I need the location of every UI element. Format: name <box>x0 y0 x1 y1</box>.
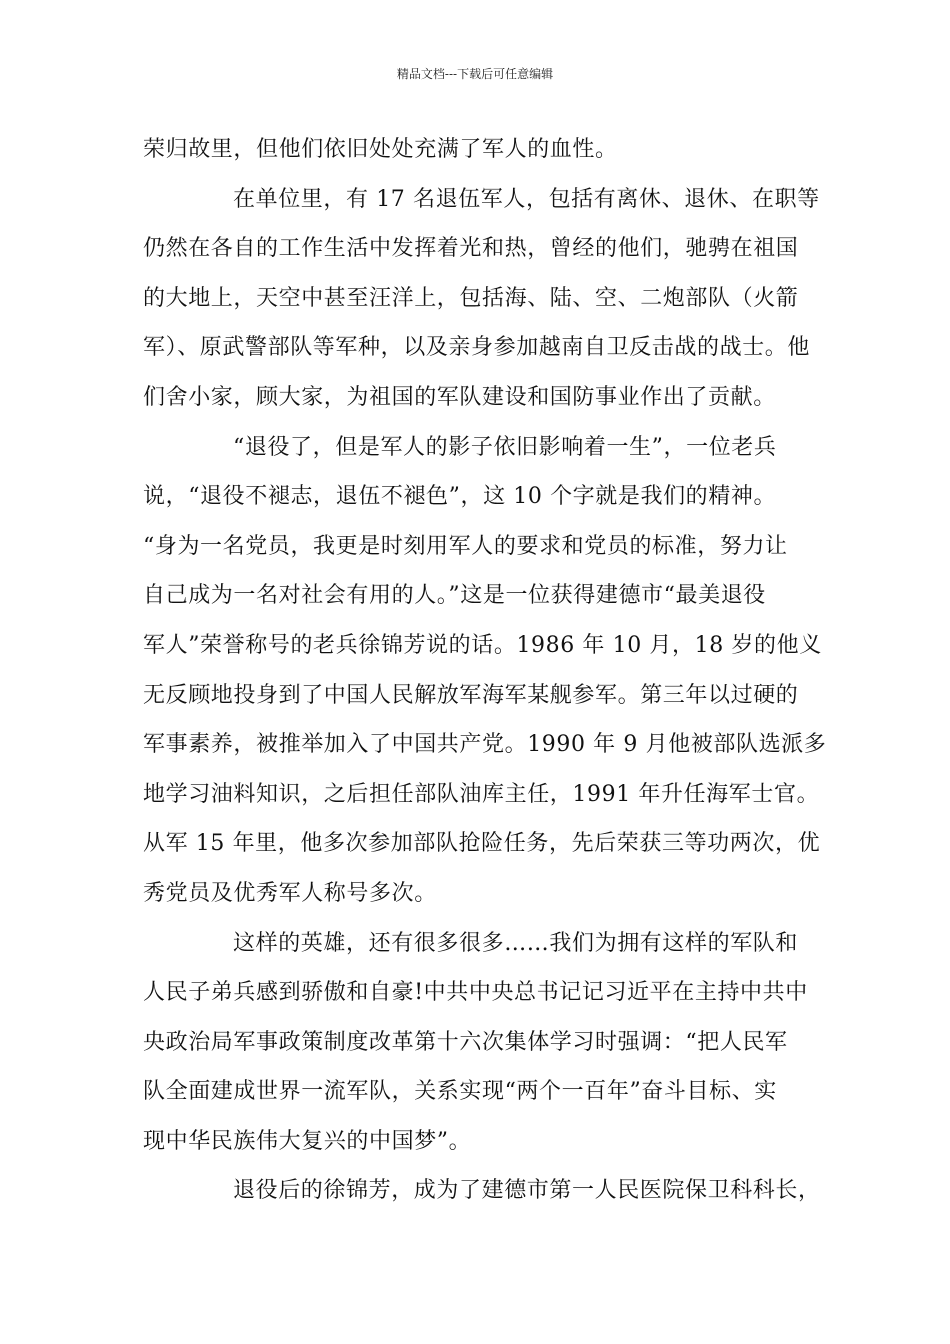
text-line: 央政治局军事政策制度改革第十六次集体学习时强调：“把人民军 <box>143 1029 788 1055</box>
text-line: 队全面建成世界一流军队，关系实现“两个一百年”奋斗目标、实 <box>143 1079 777 1105</box>
text-line: 说，“退役不褪志，退伍不褪色”，这 10 个字就是我们的精神。 <box>143 484 777 510</box>
text-line: 的大地上，天空中甚至汪洋上，包括海、陆、空、二炮部队（火箭 <box>143 285 799 311</box>
text-line: 现中华民族伟大复兴的中国梦”。 <box>143 1128 472 1154</box>
page-header: 精品文档---下载后可任意编辑 <box>396 67 554 81</box>
text-line: 无反顾地投身到了中国人民解放军海军某舰参军。第三年以过硬的 <box>143 682 799 708</box>
text-line: 人民子弟兵感到骄傲和自豪!中共中央总书记记习近平在主持中共中 <box>143 980 808 1006</box>
text-line: “退役了，但是军人的影子依旧影响着一生”，一位老兵 <box>233 434 777 460</box>
text-line: 在单位里，有 17 名退伍军人，包括有离休、退休、在职等 <box>233 186 820 212</box>
text-line: 军事素养，被推举加入了中国共产党。1990 年 9 月他被部队选派多 <box>143 732 827 758</box>
document-body <box>143 125 833 1216</box>
text-line: “身为一名党员，我更是时刻用军人的要求和党员的标准，努力让 <box>143 533 788 559</box>
text-line: 仍然在各自的工作生活中发挥着光和热，曾经的他们，驰骋在祖国 <box>143 236 799 262</box>
text-line: 地学习油料知识，之后担任部队油库主任，1991 年升任海军士官。 <box>143 781 820 807</box>
text-line: 们舍小家，顾大家，为祖国的军队建设和国防事业作出了贡献。 <box>143 384 776 410</box>
text-line: 这样的英雄，还有很多很多……我们为拥有这样的军队和 <box>233 930 799 956</box>
text-line: 退役后的徐锦芳，成为了建德市第一人民医院保卫科科长， <box>233 1178 821 1204</box>
text-line: 荣归故里，但他们依旧处处充满了军人的血性。 <box>143 137 618 162</box>
text-line: 军）、原武警部队等军种，以及亲身参加越南自卫反击战的战士。他 <box>143 335 811 361</box>
text-line: 自己成为一名对社会有用的人。”这是一位获得建德市“最美退役 <box>143 583 766 609</box>
text-line: 军人”荣誉称号的老兵徐锦芳说的话。1986 年 10 月，18 岁的他义 <box>143 632 822 658</box>
text-line: 从军 15 年里，他多次参加部队抢险任务，先后荣获三等功两次，优 <box>143 831 821 857</box>
text-line: 秀党员及优秀军人称号多次。 <box>143 880 437 906</box>
